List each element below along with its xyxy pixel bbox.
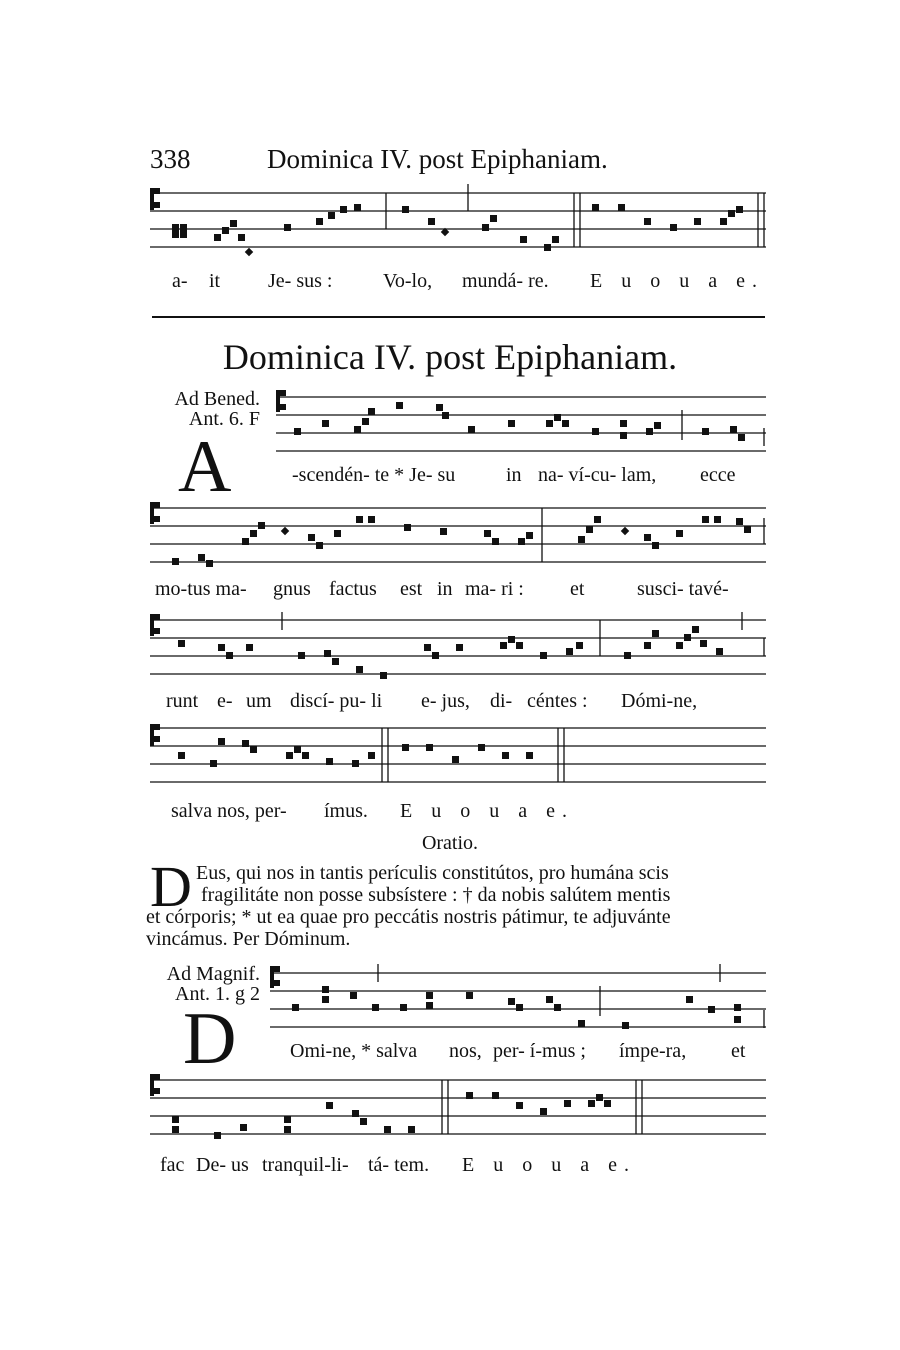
lyric-syllable: et (570, 578, 585, 600)
lyric-syllable: per- í-mus ; (493, 1040, 586, 1062)
lyric-syllable: it (209, 270, 221, 292)
lyric-syllable: salva nos, per- (171, 800, 287, 822)
lyric-syllable: Dómi-ne, (621, 690, 698, 712)
lyric-syllable: tá- tem. (368, 1154, 430, 1176)
neumes (172, 516, 751, 567)
oratio-line: vincámus. Per Dóminum. (146, 928, 351, 950)
initial-letter: D (183, 998, 237, 1080)
neumes (178, 738, 533, 767)
lyric-syllable: a- (172, 270, 188, 292)
lyric-syllable: in (506, 464, 522, 486)
staff-lines (150, 508, 766, 562)
lyric-syllable: ecce (700, 464, 736, 486)
lyric-syllable: in (437, 578, 453, 600)
c-clef (270, 966, 280, 988)
music-staff (146, 960, 770, 1030)
section-divider (152, 316, 765, 318)
lyric-syllable: E u o u a e. (462, 1154, 636, 1176)
neumes (172, 204, 743, 256)
lyric-syllable: na- ví-cu- lam, (538, 464, 657, 486)
section-title: Dominica IV. post Epiphaniam. (222, 337, 678, 377)
lyric-syllable: tranquil-li- (262, 1154, 349, 1176)
c-clef (150, 502, 160, 524)
drop-cap: D (150, 854, 192, 919)
c-clef (150, 188, 160, 210)
music-staff (146, 384, 770, 454)
cue-line: Ad Magnif. (166, 963, 260, 985)
music-staff (146, 496, 770, 576)
lyric-syllable: gnus (273, 578, 311, 600)
lyric-syllable: discí- pu- li (290, 690, 383, 712)
lyric-syllable: mo-tus ma- (155, 578, 247, 600)
oratio-line: Eus, qui nos in tantis perículis constitútos, pro humána scis (196, 862, 669, 884)
lyric-syllable: di- (490, 690, 513, 712)
initial-letter: A (178, 426, 232, 508)
music-staff (146, 1068, 770, 1148)
neumes (178, 626, 723, 679)
cue-line: Ant. 1. g 2 (175, 983, 260, 1005)
lyric-syllable: ímus. (324, 800, 368, 822)
lyric-syllable: e- (217, 690, 233, 712)
lyric-syllable: Je- sus : (268, 270, 333, 292)
c-clef (150, 724, 160, 746)
lyric-syllable: factus (329, 578, 377, 600)
lyric-syllable: runt (166, 690, 199, 712)
oratio-line: fragilitáte non posse subsístere : † da nobis salútem mentis (201, 884, 671, 906)
lyric-syllable: E u o u a e. (590, 270, 764, 292)
running-title: Dominica IV. post Epiphaniam. (267, 144, 608, 174)
lyric-syllable: um (246, 690, 272, 712)
lyric-syllable: -scendén- te * Je- su (292, 464, 456, 486)
lyric-syllable: susci- tavé- (637, 578, 729, 600)
lyric-syllable: e- jus, (421, 690, 470, 712)
staff-lines (150, 728, 766, 782)
lyric-syllable: ma- ri : (465, 578, 524, 600)
lyric-syllable: mundá- re. (462, 270, 549, 292)
neumes (294, 402, 745, 441)
cue-line: Ant. 6. F (188, 408, 260, 430)
staff-lines (276, 397, 766, 451)
music-staff (146, 184, 770, 260)
cue-line: Ad Bened. (174, 388, 260, 410)
lyric-syllable: fac (160, 1154, 185, 1176)
page-number: 338 (150, 144, 191, 174)
lyric-syllable: nos, (449, 1040, 482, 1062)
music-staff (146, 608, 770, 688)
oratio-heading: Oratio. (421, 832, 479, 854)
c-clef (150, 1074, 160, 1096)
neumes (292, 986, 741, 1029)
lyric-syllable: et (731, 1040, 746, 1062)
lyric-syllable: Omi-ne, * salva (290, 1040, 418, 1062)
lyric-syllable: De- us (196, 1154, 249, 1176)
oratio-line: et córporis; * ut ea quae pro peccátis nostris pátimur, te adjuvánte (146, 906, 671, 928)
lyric-syllable: céntes : (527, 690, 588, 712)
lyric-syllable: E u o u a e. (400, 800, 574, 822)
lyric-syllable: ímpe-ra, (619, 1040, 687, 1062)
music-staff (146, 722, 770, 788)
lyric-syllable: Vo-lo, (383, 270, 433, 292)
c-clef (150, 614, 160, 636)
c-clef (276, 390, 286, 412)
lyric-syllable: est (400, 578, 423, 600)
